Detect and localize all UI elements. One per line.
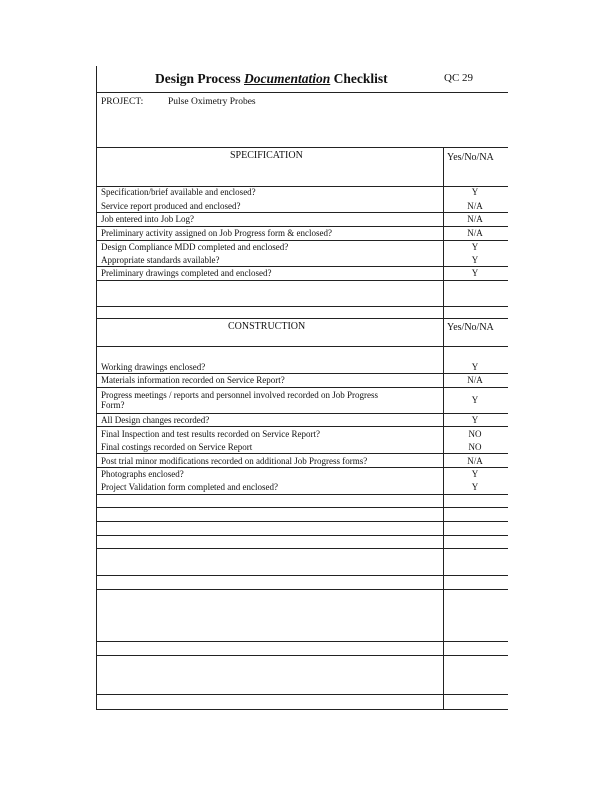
answer-value: N/A	[467, 214, 483, 224]
list-item: Final costings recorded on Service Report	[101, 442, 253, 452]
table-rule	[96, 467, 508, 468]
specification-heading: SPECIFICATION	[230, 150, 303, 161]
project-label: PROJECT:	[101, 97, 144, 107]
list-item: Post trial minor modifications recorded on additional Job Progress forms?	[101, 456, 368, 466]
table-rule	[96, 548, 508, 549]
table-rule	[96, 373, 508, 374]
answer-value: Y	[471, 395, 479, 405]
table-rule	[96, 387, 508, 388]
list-item: Appropriate standards available?	[101, 255, 220, 265]
table-rule	[96, 589, 508, 590]
answer-value: N/A	[467, 228, 483, 238]
table-rule	[96, 426, 508, 427]
list-item: Design Compliance MDD completed and enclosed?	[101, 242, 289, 252]
answer-value: Y	[471, 469, 479, 479]
table-rule	[96, 521, 508, 522]
table-rule	[96, 535, 508, 536]
answer-value: NO	[468, 442, 482, 452]
answer-value: Y	[471, 362, 479, 372]
specification-column-header: Yes/No/NA	[447, 152, 494, 163]
table-rule	[96, 280, 508, 281]
table-rule	[96, 494, 508, 495]
project-value: Pulse Oximetry Probes	[168, 97, 256, 107]
answer-value: N/A	[467, 201, 483, 211]
table-rule	[96, 453, 508, 454]
table-rule	[96, 240, 508, 241]
document-title: Design Process Documentation Checklist	[155, 71, 388, 86]
list-item: Photographs enclosed?	[101, 469, 184, 479]
table-rule	[96, 212, 508, 213]
list-item: Specification/brief available and enclosed?	[101, 187, 256, 197]
table-rule	[96, 346, 508, 347]
table-rule	[96, 226, 508, 227]
table-rule	[96, 507, 508, 508]
list-item: Progress meetings / reports and personnel involved recorded on Job Progress Form?	[101, 390, 378, 410]
list-item: Service report produced and enclosed?	[101, 201, 241, 211]
table-rule	[96, 694, 508, 695]
form-code: QC 29	[444, 72, 474, 84]
answer-value: Y	[471, 187, 479, 197]
answer-value: N/A	[467, 375, 483, 385]
construction-top-rule	[96, 318, 508, 319]
specification-top-rule	[96, 147, 508, 148]
table-rule	[96, 306, 508, 307]
table-rule	[96, 413, 508, 414]
answer-value: Y	[471, 242, 479, 252]
answer-value: N/A	[467, 456, 483, 466]
list-item: Materials information recorded on Service Report?	[101, 375, 285, 385]
construction-column-header: Yes/No/NA	[447, 322, 494, 333]
table-rule	[96, 575, 508, 576]
answer-value: Y	[471, 255, 479, 265]
answer-value: Y	[471, 268, 479, 278]
list-item: All Design changes recorded?	[101, 415, 210, 425]
list-item: Preliminary drawings completed and enclosed?	[101, 268, 272, 278]
frame-left-border	[96, 66, 97, 710]
list-item: Preliminary activity assigned on Job Progress form & enclosed?	[101, 228, 332, 238]
list-item: Final Inspection and test results recorded on Service Report?	[101, 429, 320, 439]
answer-value: Y	[471, 482, 479, 492]
construction-heading: CONSTRUCTION	[228, 321, 306, 332]
list-item: Job entered into Job Log?	[101, 214, 194, 224]
project-top-rule	[96, 92, 508, 93]
answer-value: NO	[468, 429, 482, 439]
table-rule	[96, 655, 508, 656]
list-item: Project Validation form completed and enclosed?	[101, 482, 279, 492]
list-item: Working drawings enclosed?	[101, 362, 206, 372]
table-rule	[96, 266, 508, 267]
table-rule	[96, 641, 508, 642]
answer-value: Y	[471, 415, 479, 425]
frame-bottom-border	[96, 709, 508, 710]
